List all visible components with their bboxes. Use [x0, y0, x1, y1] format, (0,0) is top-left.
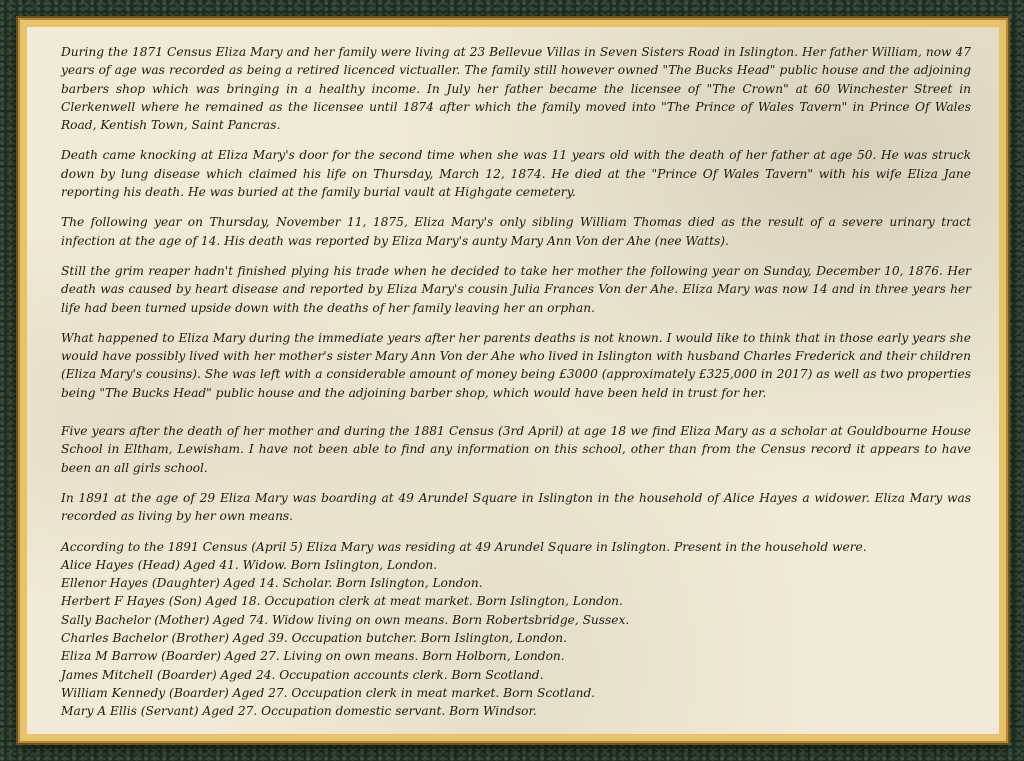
gold-frame [18, 18, 1008, 743]
census-member: Sally Bachelor (Mother) Aged 74. Widow living on own means. Born Robertsbridge, Sussex. [61, 612, 630, 627]
census-member: Charles Bachelor (Brother) Aged 39. Occupation butcher. Born Islington, London. [61, 631, 568, 646]
census-member: James Mitchell (Boarder) Aged 24. Occupation accounts clerk. Born Scotland. [61, 667, 544, 682]
census-member: Alice Hayes (Head) Aged 41. Widow. Born Islington, London. [61, 557, 438, 572]
census-member: Eliza M Barrow (Boarder) Aged 27. Living on own means. Born Holborn, London. [61, 649, 565, 664]
census-member: William Kennedy (Boarder) Aged 27. Occupation clerk in meat market. Born Scotland. [61, 685, 596, 700]
census-intro: According to the 1891 Census (April 5) Eliza Mary was residing at 49 Arundel Square in Islington. Present in the household were. [61, 539, 867, 554]
paragraph-1871-census: During the 1871 Census Eliza Mary and her family were living at 23 Bellevue Villas in Seven Sisters Road in Islington. Her father William, now 47 years of age was recorded as being a retired licenced victualler. The family still however owned "The Bucks Head" public house and the adjoining barbers shop which was bringing in a healthy income. In July her father became the licensee of "The Crown" at 60 Winchester Street in Clerkenwell where he remained as the licensee until 1874 after which the family moved into "The Prince of Wales Tavern" in Prince Of Wales Road, Kentish Town, Saint Pancras. [61, 45, 971, 133]
census-member: Mary A Ellis (Servant) Aged 27. Occupation domestic servant. Born Windsor. [61, 704, 537, 719]
paragraph-sibling-death: The following year on Thursday, November 11, 1875, Eliza Mary's only sibling William Thomas died as the result of a severe urinary tract infection at the age of 14. His death was reported by Eliza Mary's aunty Mary Ann Von der Ahe (nee Watts). [61, 215, 971, 248]
paragraph-1881-census: Five years after the death of her mother and during the 1881 Census (3rd April) at age 18 we find Eliza Mary as a scholar at Gouldbourne House School in Eltham, Lewisham. I have not been able to find any information on this school, other than from the Census record it appears to have been an all girls school. [61, 424, 971, 475]
parchment-page [27, 27, 999, 734]
paragraph-mother-death: Still the grim reaper hadn't finished plying his trade when he decided to take her mother the following year on Sunday, December 10, 1876. Her death was caused by heart disease and reported by Eliza Mary's cousin Julia Frances Von der Ahe. Eliza Mary was now 14 and in three years her life had been turned upside down with the deaths of her family leaving her an orphan. [61, 263, 971, 315]
paragraph-after-parents: What happened to Eliza Mary during the immediate years after her parents deaths is not known. I would like to think that in those early years she would have possibly lived with her mother's sister Mary Ann Von der Ahe who lived in Islington with husband Charles Frederick and their children (Eliza Mary's cousins). She was left with a considerable amount of money being £3000 (approximately £325,000 in 2017) as well as two properties being "The Bucks Head" public house and the adjoining barber shop, which would have been held in trust for her. [61, 330, 971, 400]
census-member: Herbert F Hayes (Son) Aged 18. Occupation clerk at meat market. Born Islington, London. [61, 594, 623, 609]
paragraph-1891-boarding: In 1891 at the age of 29 Eliza Mary was boarding at 49 Arundel Square in Islington in the household of Alice Hayes a widower. Eliza Mary was recorded as living by her own means. [61, 490, 971, 524]
paragraph-father-death: Death came knocking at Eliza Mary's door for the second time when she was 11 years old with the death of her father at age 50. He was struck down by lung disease which claimed his life on Thursday, March 12, 1874. He died at the "Prince Of Wales Tavern" with his wife Eliza Jane reporting his death. He was buried at the family burial vault at Highgate cemetery. [61, 148, 971, 200]
census-1891-household [61, 538, 971, 721]
census-member: Ellenor Hayes (Daughter) Aged 14. Scholar. Born Islington, London. [61, 576, 483, 591]
